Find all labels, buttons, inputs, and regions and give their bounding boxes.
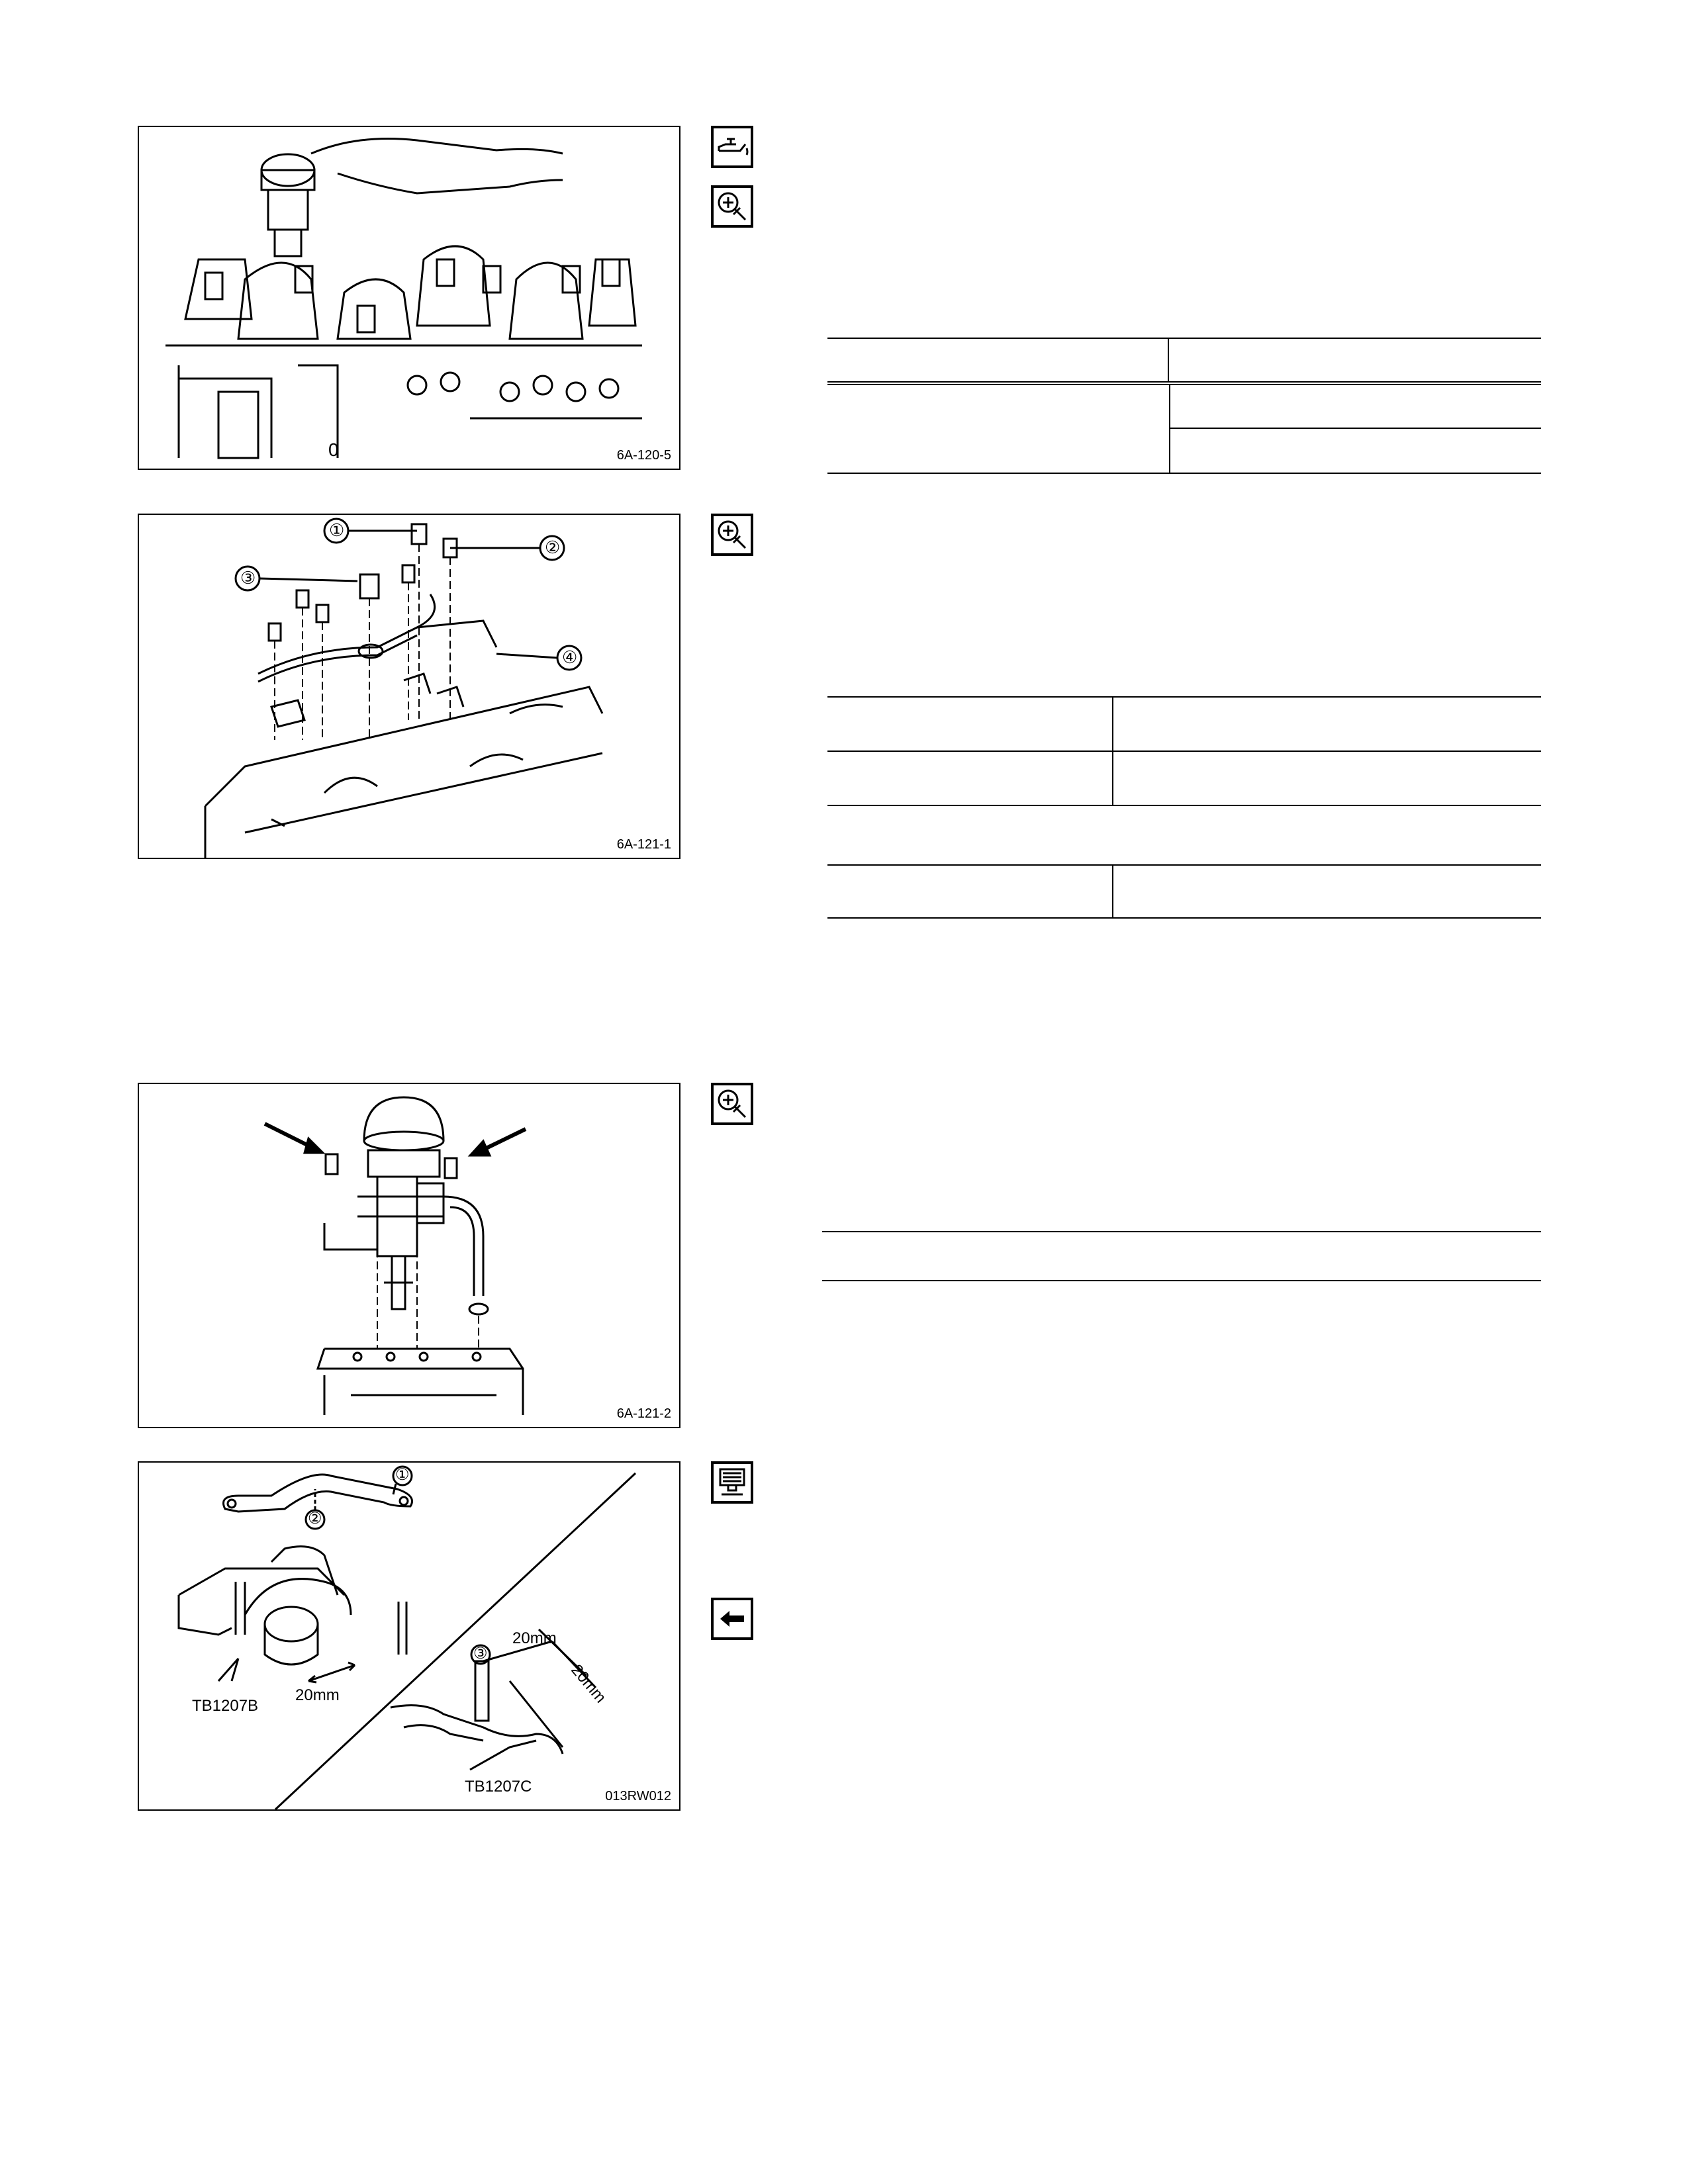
spec-rule — [827, 917, 1541, 919]
engine-oil-icon — [711, 126, 753, 168]
figure-caption: 6A-121-1 — [616, 837, 671, 852]
illustration-oil-pipe-exploded — [139, 515, 679, 858]
callout-3: ③ — [473, 1645, 488, 1662]
arrow-left-icon — [711, 1598, 753, 1640]
torque-wrench-icon — [711, 514, 753, 556]
torque-wrench-icon — [711, 1083, 753, 1125]
callout-1: ① — [329, 520, 345, 540]
figure-caption: 6A-121-2 — [616, 1406, 671, 1421]
figure-oil-pump-mounting — [138, 1083, 680, 1428]
torque-wrench-icon — [711, 185, 753, 228]
figure-crankshaft-bearing-cap-bolts — [138, 126, 680, 470]
special-tool-icon — [711, 1461, 753, 1504]
spec-table-1 — [827, 338, 1541, 383]
callout-1: ① — [395, 1466, 410, 1484]
spec-rule — [822, 1280, 1541, 1281]
illustration-oil-pump — [139, 1084, 679, 1427]
figure-caption: 013RW012 — [605, 1789, 671, 1803]
figure-label-zero: 0 — [328, 439, 339, 460]
figure-oil-jet-pipe-assembly — [138, 514, 680, 859]
spec-rule — [822, 1231, 1541, 1232]
spec-rule — [827, 696, 1541, 698]
spec-rule — [827, 751, 1541, 752]
spec-divider — [1169, 384, 1170, 473]
illustration-cap-fixture — [139, 1463, 679, 1809]
callout-4: ④ — [562, 647, 578, 667]
spec-cell — [827, 338, 1168, 382]
dimension-label: 20mm — [295, 1686, 340, 1704]
spec-rule — [1169, 428, 1541, 429]
illustration-torque-wrench-on-caps — [139, 127, 679, 469]
spec-rule — [827, 805, 1541, 806]
figure-caption: 6A-120-5 — [616, 448, 671, 463]
callout-3: ③ — [240, 568, 256, 588]
dimension-label: 20mm — [512, 1629, 557, 1647]
spec-divider — [1112, 864, 1113, 917]
spec-divider — [1112, 696, 1113, 805]
callout-2: ② — [545, 537, 561, 557]
spec-rule — [827, 384, 1541, 385]
tool-label-tb1207b: TB1207B — [192, 1697, 259, 1715]
tool-label-tb1207c: TB1207C — [465, 1778, 532, 1796]
spec-cell — [1168, 338, 1541, 382]
spec-rule — [827, 864, 1541, 866]
spec-rule — [827, 473, 1541, 474]
callout-2: ② — [308, 1510, 322, 1527]
dimension-label: 20mm — [567, 1661, 610, 1707]
figure-bearing-cap-special-tool — [138, 1461, 680, 1811]
